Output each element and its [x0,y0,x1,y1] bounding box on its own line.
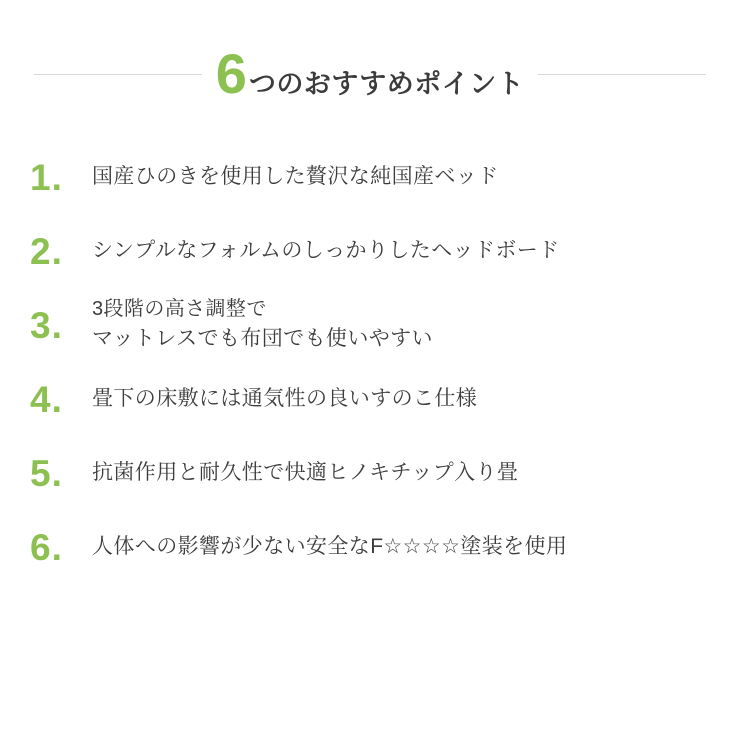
header-rule-right [538,74,706,75]
list-item-body [92,162,714,192]
list-item [26,362,714,436]
list-item-number: 5. [30,452,63,494]
header-rule-left [34,74,202,75]
list-item [26,140,714,214]
list-item-line: 畳下の床敷には通気性の良いすのこ仕様 [92,386,478,410]
list-item-body [92,532,714,562]
list-item [26,436,714,510]
list-item-line: 国産ひのきを使用した贅沢な純国産ベッド [92,164,499,188]
list-item-number: 1. [30,156,63,198]
list-item-number: 4. [30,378,63,420]
list-item-body [92,384,714,414]
list-item-line: マットレスでも布団でも使いやすい [92,327,433,351]
page-title-text: つのおすすめポイント [248,69,525,99]
list-item-line: シンプルなフォルムのしっかりしたヘッドボード [92,238,560,262]
page-header [0,38,740,110]
list-item-number: 3. [30,304,63,346]
list-item-body [92,458,714,488]
list-item-body [92,295,714,354]
points-list [0,140,740,584]
list-item-line: 抗菌作用と耐久性で快適ヒノキチップ入り畳 [92,460,519,484]
list-item-number: 2. [30,230,63,272]
list-item [26,288,714,362]
list-item-line: 3段階の高さ調整で [92,298,267,321]
page-title-number: 6 [215,42,246,105]
list-item-line: 人体への影響が少ない安全なF☆☆☆☆塗装を使用 [92,534,568,558]
list-item [26,214,714,288]
list-item [26,510,714,584]
list-item-number: 6. [30,526,63,568]
page-title [215,42,525,105]
list-item-body [92,236,714,266]
